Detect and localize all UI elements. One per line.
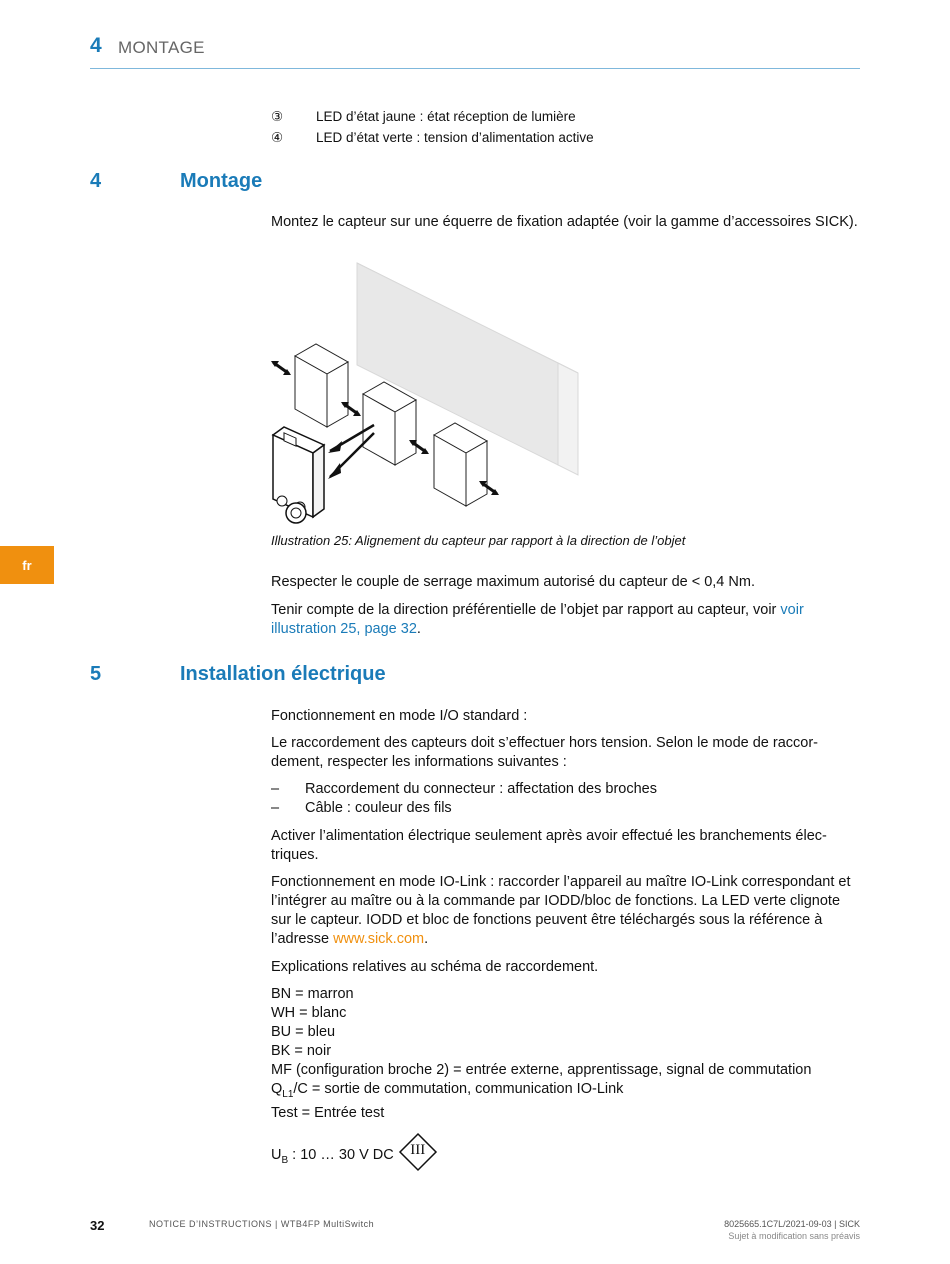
definition-line: MF (configuration broche 2) = entrée externe, apprentissage, signal de commutation: [271, 1062, 812, 1078]
connection-paragraph: Le raccordement des capteurs doit s’effectuer hors tension. Selon le mode de raccordement, respecter les informations suivantes :: [271, 735, 819, 770]
list-dash: –: [271, 781, 280, 797]
power-paragraph: Activer l’alimentation électrique seulement après avoir effectué les branchements électriques.: [271, 828, 827, 863]
legend-marker: ④: [271, 130, 284, 145]
legend-marker: ③: [271, 109, 284, 124]
direction-note-end: .: [416, 621, 421, 637]
definition-line: BU = bleu: [271, 1024, 336, 1040]
q-symbol: Q: [271, 1081, 283, 1097]
chapter-number: 4: [90, 34, 102, 57]
illustration-link[interactable]: voir illustration 25, page 32: [271, 602, 804, 637]
ub-subscript: B: [281, 1155, 289, 1166]
page-number: 32: [90, 1218, 105, 1233]
protection-class-icon: [398, 1132, 438, 1172]
ub-value: : 10 … 30 V DC: [288, 1147, 394, 1164]
section-4-intro: Montez le capteur sur une équerre de fixation adaptée (voir la gamme d’accessoires SICK).: [271, 214, 858, 230]
list-item: [271, 780, 861, 799]
definition-line: [271, 1080, 861, 1104]
legend-text: LED d’état verte : tension d’alimentation active: [316, 130, 594, 145]
legend-item: [271, 127, 594, 148]
chapter-title: MONTAGE: [118, 38, 205, 57]
header-divider: [90, 68, 860, 69]
direction-note: [271, 601, 861, 639]
definition-line: WH = blanc: [271, 1005, 347, 1021]
illustration-25: [262, 255, 592, 530]
ub-symbol: U: [271, 1147, 282, 1164]
definition-line: Test = Entrée test: [271, 1104, 385, 1121]
q-definition: /C = sortie de commutation, communication IO-Link: [293, 1081, 624, 1097]
legend-text: LED d’état jaune : état réception de lumière: [316, 109, 576, 124]
schema-paragraph: Explications relatives au schéma de raccordement.: [271, 959, 599, 975]
direction-note-text: Tenir compte de la direction préférentielle de l’objet par rapport au capteur, voir: [271, 602, 781, 618]
torque-note: Respecter le couple de serrage maximum autorisé du capteur de < 0,4 Nm.: [271, 574, 755, 590]
protection-class-label: III: [410, 1142, 426, 1158]
supply-voltage: [271, 1132, 861, 1172]
figure-caption: Illustration 25: Alignement du capteur par rapport à la direction de l’objet: [271, 533, 686, 548]
iolink-paragraph: [271, 873, 861, 949]
section-5-title: Installation électrique: [180, 663, 386, 685]
figure-legend: [271, 106, 594, 148]
document-title: NOTICE D’INSTRUCTIONS | WTB4FP MultiSwitch: [149, 1219, 375, 1229]
ub-line: [271, 1146, 394, 1172]
sensor-alignment-diagram: [262, 255, 592, 530]
iolink-end: .: [424, 931, 429, 947]
sick-website-link[interactable]: www.sick.com: [333, 931, 425, 947]
section-4-title: Montage: [180, 170, 263, 192]
list-item-text: Raccordement du connecteur : affectation des broches: [305, 781, 657, 797]
definition-line: BN = marron: [271, 986, 354, 1002]
list-item-text: Câble : couleur des fils: [305, 800, 452, 816]
disclaimer: Sujet à modification sans préavis: [728, 1231, 860, 1241]
section-5-number: 5: [90, 663, 102, 685]
standard-mode-paragraph: Fonctionnement en mode I/O standard :: [271, 708, 528, 724]
legend-item: [271, 106, 594, 127]
q-subscript: L1: [282, 1088, 294, 1100]
section-4-number: 4: [90, 170, 102, 192]
definition-line: BK = noir: [271, 1043, 332, 1059]
reference-code: 8025665.1C7L/2021-09-03 | SICK: [724, 1219, 860, 1229]
list-dash: –: [271, 800, 280, 816]
document-reference: [724, 1218, 860, 1242]
wire-definitions: [271, 985, 861, 1123]
list-item: [271, 799, 861, 818]
iolink-text: Fonctionnement en mode IO-Link : raccorder l’appareil au maître IO-Link correspondant et l’intégrer au maître ou à la commande par IODD/bloc de fonctions. La LED verte clignote sur le capteur. IODD et bloc de fonctions peuvent être téléchargés sous la référence à l’adresse: [271, 874, 851, 947]
language-tab[interactable]: fr: [0, 546, 54, 584]
connection-list: [271, 780, 861, 818]
